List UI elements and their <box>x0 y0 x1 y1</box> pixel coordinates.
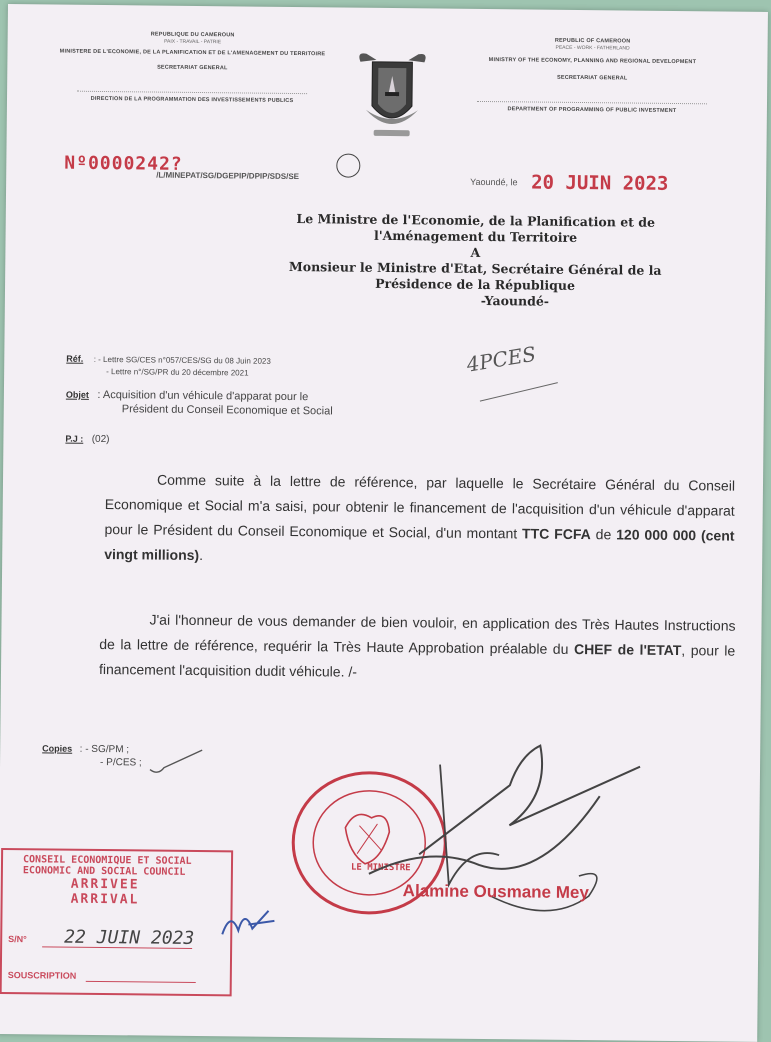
header-left-secretariat: SECRETARIAT GENERAL <box>157 64 228 72</box>
attachments-label: P.J : <box>65 433 84 444</box>
header-right <box>457 37 728 116</box>
body-paragraph-1 <box>104 467 735 574</box>
references-block <box>66 349 426 380</box>
copies-block <box>42 738 142 768</box>
reference-line-2: - Lettre n°/SG/PR du 20 décembre 2021 <box>106 367 249 378</box>
addressee-line-2: Présidence de la République <box>375 275 576 293</box>
reference-number: Nº0000242? <box>64 152 183 175</box>
copies-checkmark-icon <box>148 746 208 782</box>
subject-line-2: Président du Conseil Economique et Social <box>121 403 333 418</box>
handwritten-note: 4PCES <box>464 341 538 377</box>
arrival-stamp-number-label: S/N° <box>8 934 27 945</box>
addressee-city: -Yaoundé- <box>480 292 550 309</box>
body-paragraph-2-end: , pour le financement l'acquisition dudit véhicule. /- <box>98 642 736 680</box>
arrival-stamp-souscription-line <box>86 981 196 983</box>
copies-label: Copies <box>42 743 73 754</box>
sender-line-1: Le Ministre de l'Economie, de la Planification et de <box>296 211 656 230</box>
body-paragraph-2-text: J'ai l'honneur de vous demander de bien vouloir, en application des Très Hautes Instructions de la lettre de référence, requérir la Très Haute Approbation préalable du <box>99 611 736 657</box>
arrival-stamp-souscription: SOUSCRIPTION <box>7 970 77 981</box>
arrival-stamp-arrival: ARRIVAL <box>70 891 140 908</box>
coat-of-arms-emblem <box>352 48 433 144</box>
address-block <box>225 210 726 311</box>
body-paragraph-2 <box>99 607 736 689</box>
subject-label: Objet <box>65 389 89 400</box>
arrival-stamp-date: 22 JUIN 2023 <box>64 926 195 950</box>
addressee-line-1: Monsieur le Ministre d'Etat, Secrétaire Général de la <box>288 258 662 278</box>
copies-line-1: : - SG/PM ; <box>79 743 130 756</box>
header-right-secretariat: SECRETARIAT GENERAL <box>556 74 628 82</box>
subject-line-1: : Acquisition d'un véhicule d'apparat pour le <box>97 388 309 404</box>
body-paragraph-1-currency: TTC FCFA <box>522 525 591 543</box>
sender-line-2: l'Aménagement du Territoire <box>373 227 578 245</box>
references-label: Réf. <box>66 353 84 364</box>
header-left-divider <box>77 71 307 94</box>
reference-line-1: : - Lettre SG/CES n°057/CES/SG du 08 Juin 2023 <box>93 354 271 366</box>
signatory-name: Alamine Ousmane Mey <box>402 881 589 903</box>
minister-signature-icon <box>338 724 660 942</box>
copies-line-2: - P/CES ; <box>100 757 142 769</box>
receipt-initials-icon <box>218 904 278 950</box>
header-left-division: DIRECTION DE LA PROGRAMMATION DES INVESTISSEMENTS PUBLICS <box>90 95 294 104</box>
attachments-block <box>65 429 109 447</box>
body-paragraph-1-mid: de <box>590 526 617 543</box>
letter-page <box>0 4 768 1042</box>
body-paragraph-1-amount: 120 000 000 (cent vingt millions) <box>104 526 735 564</box>
header-right-division: DEPARTMENT OF PROGRAMMING OF PUBLIC INVESTMENT <box>507 106 677 115</box>
body-paragraph-1-text: Comme suite à la lettre de référence, par laquelle le Secrétaire Général du Conseil Economique et Social m'a saisi, pour obtenir le financement de l'acquisition d'un véhicule d'apparat pour le Président du Conseil Economique et Social, d'un montant <box>104 471 736 542</box>
arrival-stamp-arrivee: ARRIVEE <box>70 876 140 893</box>
registry-mark-icon <box>336 153 360 177</box>
header-left <box>57 31 328 106</box>
reference-code: /L/MINEPAT/SG/DGEPIP/DPIP/SDS/SE <box>156 170 300 182</box>
arrival-stamp <box>0 848 233 996</box>
header-right-divider <box>477 81 707 104</box>
subject-block <box>66 385 436 419</box>
seal-label: LE MINISTRE <box>350 862 411 874</box>
header-left-motto: PAIX - TRAVAIL - PATRIE <box>164 38 222 46</box>
addressee-to: A <box>470 244 481 260</box>
body-paragraph-2-head-of-state: CHEF de l'ETAT <box>573 640 682 659</box>
header-left-republic: REPUBLIQUE DU CAMEROUN <box>150 31 235 39</box>
header-left-ministry: MINISTERE DE L'ECONOMIE, DE LA PLANIFICATION ET DE L'AMENAGEMENT DU TERRITOIRE <box>59 48 326 58</box>
arrival-stamp-line-2: ECONOMIC AND SOCIAL COUNCIL <box>22 865 186 878</box>
arrival-stamp-line-1: CONSEIL ECONOMIQUE ET SOCIAL <box>22 854 192 867</box>
attachments-count: (02) <box>91 433 110 446</box>
header-right-motto: PEACE - WORK - FATHERLAND <box>555 44 630 52</box>
header-right-ministry: MINISTRY OF THE ECONOMY, PLANNING AND REGIONAL DEVELOPMENT <box>488 57 697 66</box>
header-right-republic: REPUBLIC OF CAMEROON <box>554 37 631 45</box>
date-stamp: 20 JUIN 2023 <box>531 171 669 195</box>
body-paragraph-1-end: . <box>199 547 204 564</box>
date-place: Yaoundé, le <box>470 176 518 188</box>
handwritten-underline <box>480 382 558 402</box>
